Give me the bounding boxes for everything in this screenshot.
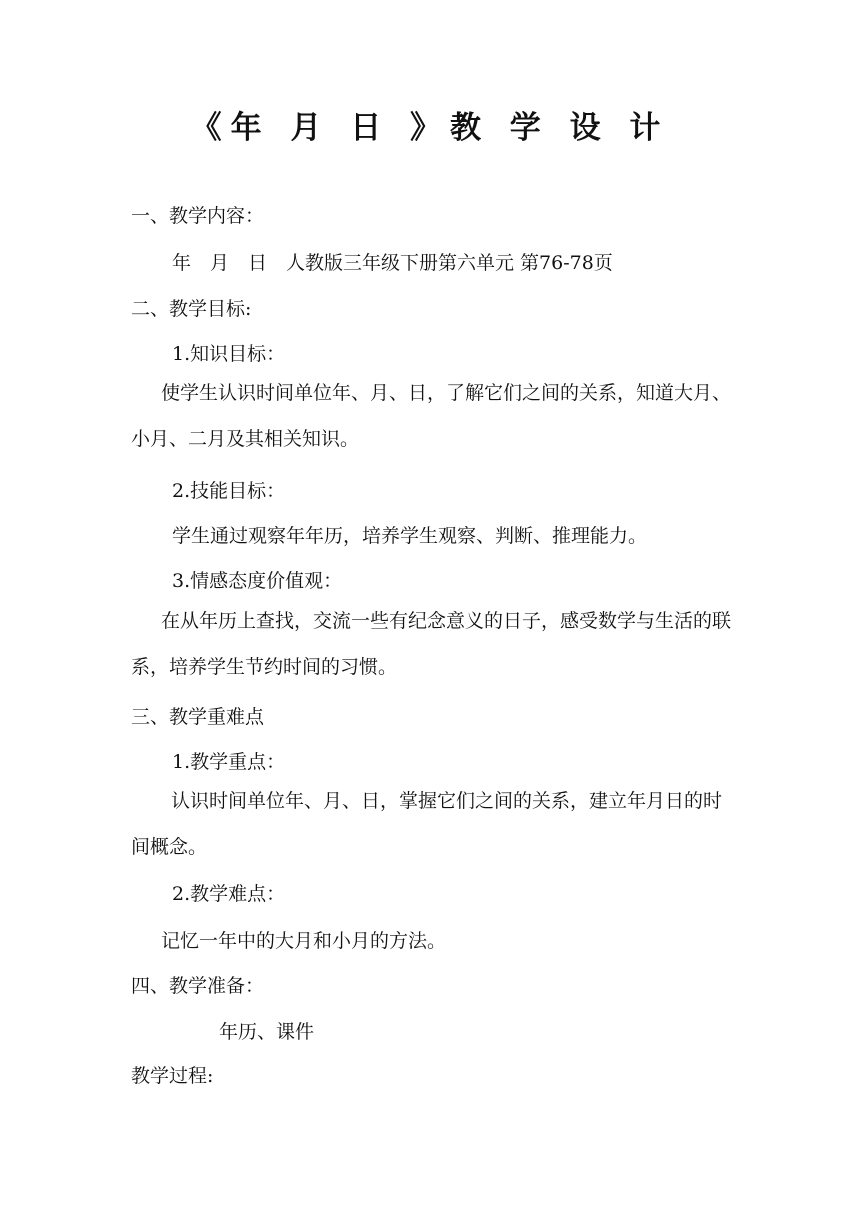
subheading-focus: 1.教学重点： <box>172 751 286 773</box>
focus-paragraph: 认识时间单位年、月、日，掌握它们之间的关系，建立年月日的时间概念。 <box>131 790 723 858</box>
emotion-paragraph: 在从年历上查找，交流一些有纪念意义的日子，感受数学与生活的联系，培养学生节约时间的习惯。 <box>131 610 732 678</box>
subheading-difficulty: 2.教学难点： <box>172 883 286 905</box>
difficulty-paragraph: 记忆一年中的大月和小月的方法。 <box>161 930 447 952</box>
subheading-emotion: 3.情感态度价值观： <box>172 570 343 592</box>
content-line: 年 月 日 人教版三年级下册第六单元 第76-78页 <box>172 252 613 274</box>
section-heading-goals: 二、教学目标: <box>131 298 252 320</box>
document-title: 《年 月 日 》教 学 设 计 <box>190 110 670 146</box>
prep-paragraph: 年历、课件 <box>219 1021 315 1043</box>
knowledge-paragraph: 使学生认识时间单位年、月、日，了解它们之间的关系，知道大月、小月、二月及其相关知识。 <box>131 382 732 450</box>
subheading-knowledge: 1.知识目标： <box>172 343 286 365</box>
section-heading-prep: 四、教学准备： <box>131 975 265 997</box>
section-heading-process: 教学过程: <box>131 1065 214 1087</box>
section-heading-content: 一、教学内容： <box>131 205 265 227</box>
section-heading-keypoints: 三、教学重难点 <box>131 706 265 728</box>
subheading-skill: 2.技能目标： <box>172 480 286 502</box>
skill-paragraph: 学生通过观察年年历，培养学生观察、判断、推理能力。 <box>172 525 648 547</box>
